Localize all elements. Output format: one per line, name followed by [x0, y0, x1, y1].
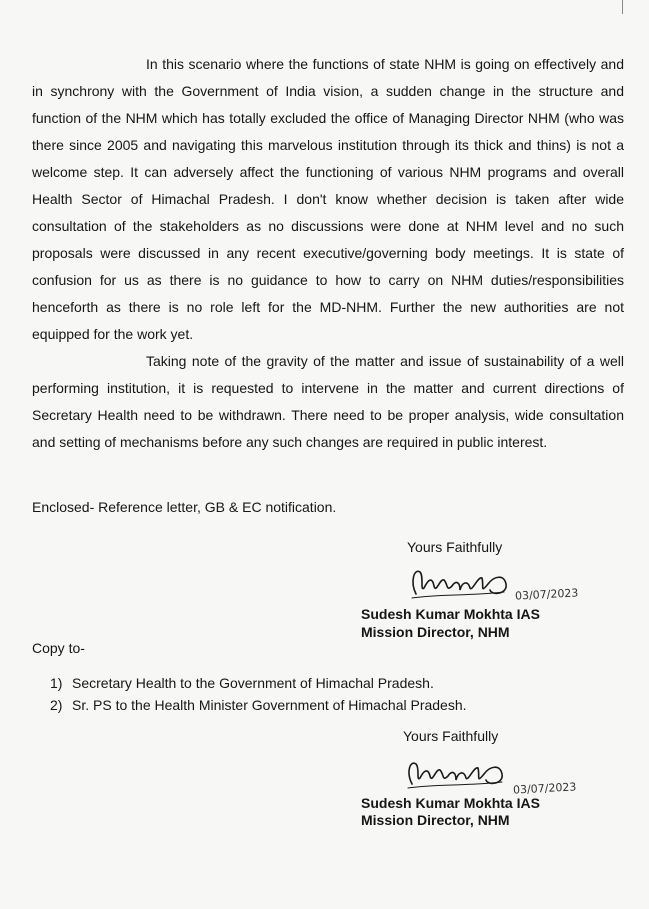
signature-date-2: 03/07/2023 — [512, 780, 577, 797]
closing-1: Yours Faithfully — [407, 539, 503, 555]
handwritten-signature-1 — [408, 564, 518, 606]
signatory-name-1: Sudesh Kumar Mokhta IAS — [361, 606, 540, 622]
handwritten-signature-2 — [404, 756, 516, 796]
copy-to-heading: Copy to- — [32, 640, 85, 656]
signatory-designation-1: Mission Director, NHM — [361, 624, 510, 640]
body-paragraph-1: In this scenario where the functions of state NHM is going on effectively and in synchrony with the Government of India vision, a sudden change in the structure and function of the NHM which has totally excluded the office of Managing Director NHM (who was there since 2005 and navigating this marvelous institution through its thick and thins) is not a welcome step. It can adversely affect the functioning of various NHM programs and overall Health Sector of Himachal Pradesh. I don't know whether decision is taken after wide consultation of the stakeholders as no discussions were done at NHM level and no such proposals were discussed in any recent executive/governing body meetings. It is state of confusion for us as there is no guidance to how to carry on NHM duties/responsibilities henceforth as there is no role left for the MD-NHM. Further the new authorities are not equipped for the work yet. — [32, 56, 624, 342]
enclosure-note: Enclosed- Reference letter, GB & EC notification. — [32, 499, 337, 515]
closing-2: Yours Faithfully — [403, 728, 499, 744]
body-paragraph-2: Taking note of the gravity of the matter and issue of sustainability of a well performing institution, it is requested to intervene in the matter and current directions of Secretary Health need to be withdrawn. There need to be proper analysis, wide consultation and setting of mechanisms before any such changes are required in public interest. — [32, 353, 624, 450]
signatory-designation-2: Mission Director, NHM — [361, 812, 510, 828]
list-item: 1) Secretary Health to the Government of Himachal Pradesh. — [50, 675, 434, 691]
copy-to-list — [50, 672, 467, 716]
signature-date-1: 03/07/2023 — [514, 586, 579, 603]
scan-mark — [622, 0, 623, 14]
list-item: 2) Sr. PS to the Health Minister Government of Himachal Pradesh. — [50, 697, 467, 713]
signatory-name-2: Sudesh Kumar Mokhta IAS — [361, 795, 540, 811]
